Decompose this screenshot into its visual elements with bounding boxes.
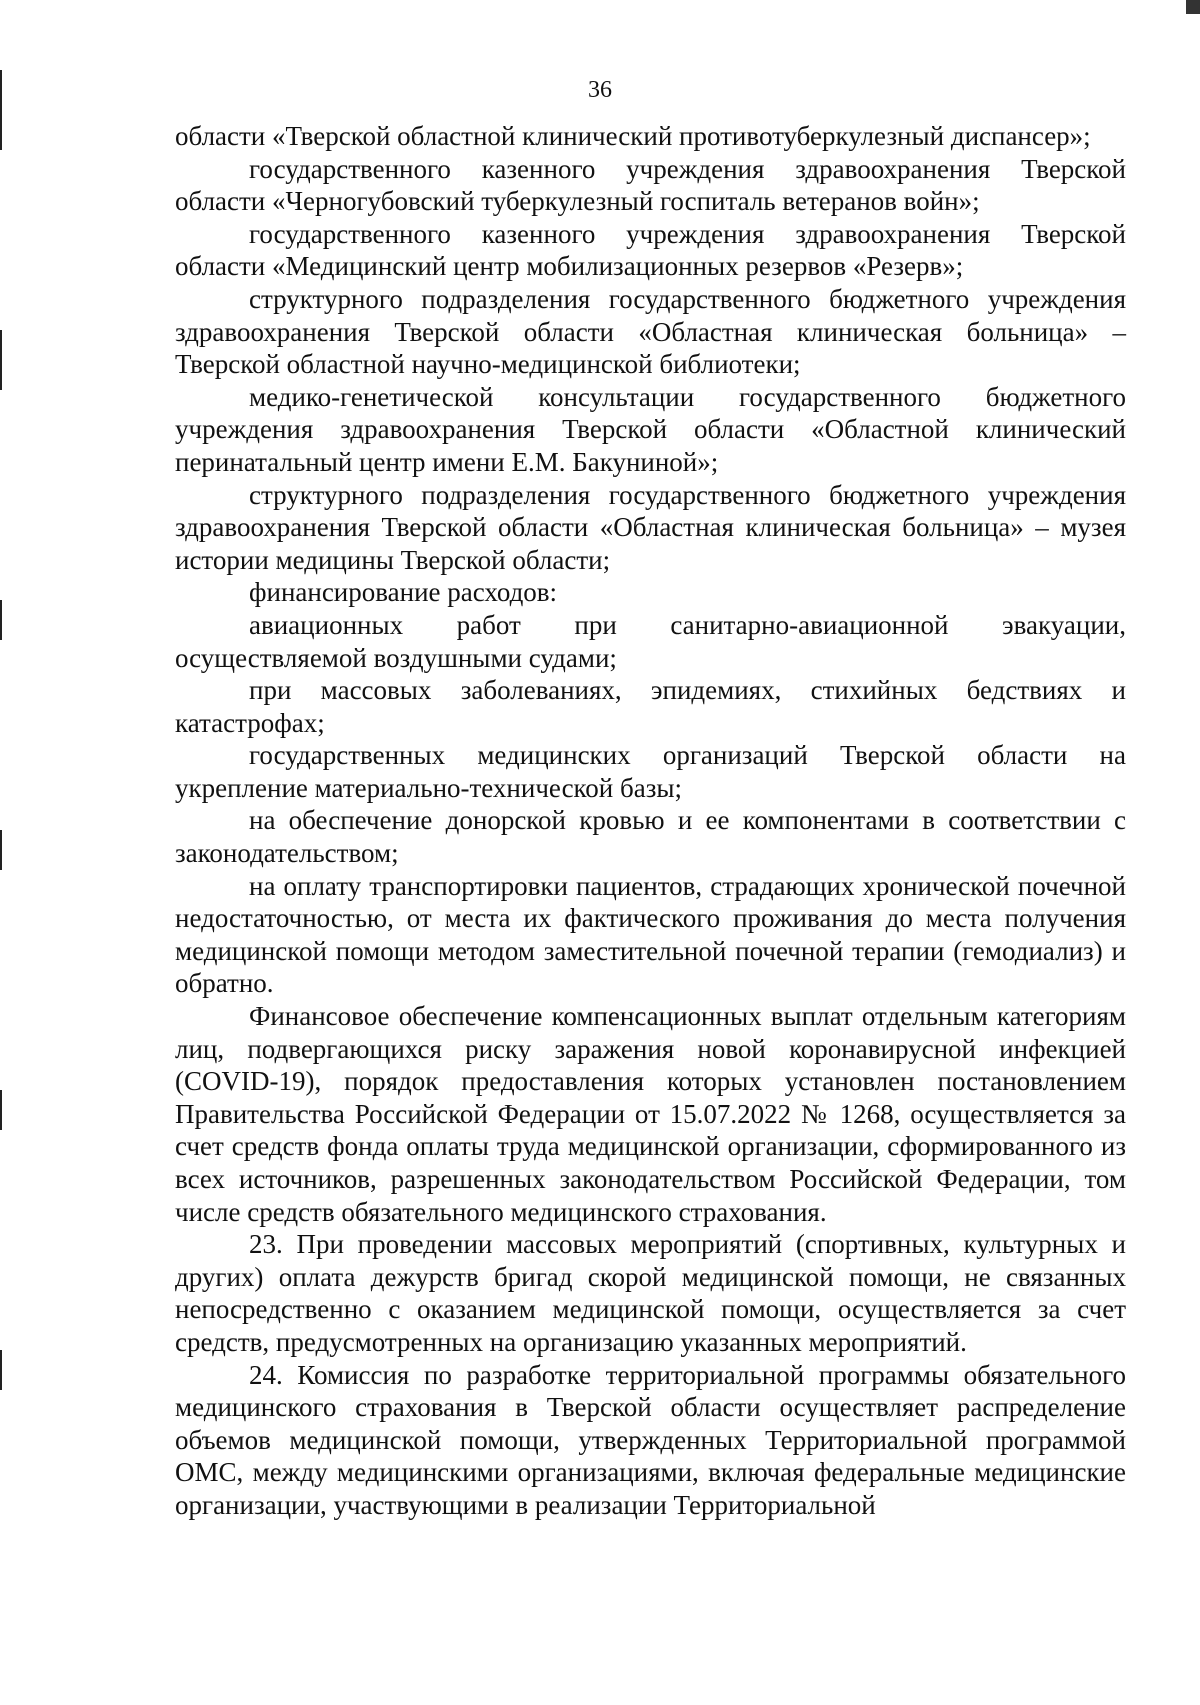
scan-edge-mark bbox=[0, 830, 2, 870]
paragraph: структурного подразделения государственного бюджетного учреждения здравоохранения Тверской области «Областная клиническая больница» – музея истории медицины Тверской области; bbox=[175, 479, 1126, 575]
scan-edge-mark bbox=[0, 1350, 2, 1390]
paragraph: государственного казенного учреждения здравоохранения Тверской области «Черногубовский туберкулезный госпиталь ветеранов войн»; bbox=[175, 153, 1126, 217]
scan-edge-mark bbox=[0, 1090, 2, 1130]
paragraph: 23. При проведении массовых мероприятий (спортивных, культурных и других) оплата дежурств бригад скорой медицинской помощи, не связанных непосредственно с оказанием медицинской помощи, осуществляется за счет средств, предусмотренных на организацию указанных мероприятий. bbox=[175, 1229, 1126, 1357]
paragraph: Финансовое обеспечение компенсационных выплат отдельным категориям лиц, подвергающихся риску заражения новой коронавирусной инфекцией (COVID-19), порядок предоставления которых установлен постановлением Правительства Российской Федерации от 15.07.2022 № 1268, осуществляется за счет средств фонда оплаты труда медицинской организации, сформированного из всех источников, разрешенных законодательством Российской Федерации, том числе средств обязательного медицинского страхования. bbox=[175, 1001, 1126, 1227]
paragraph: государственного казенного учреждения здравоохранения Тверской области «Медицинский центр мобилизационных резервов «Резерв»; bbox=[175, 218, 1126, 282]
paragraph: финансирование расходов: bbox=[249, 577, 558, 608]
paragraph: структурного подразделения государственного бюджетного учреждения здравоохранения Тверской области «Областная клиническая больница» – Тверской областной научно-медицинской библиотеки; bbox=[175, 283, 1126, 380]
page-number: 36 bbox=[588, 77, 612, 103]
paragraph: медико-генетической консультации государственного бюджетного учреждения здравоохранения Тверской области «Областной клинический перинатальный центр имени Е.М. Бакуниной»; bbox=[175, 381, 1126, 477]
paragraph: при массовых заболеваниях, эпидемиях, стихийных бедствиях и катастрофах; bbox=[175, 675, 1126, 738]
body-text bbox=[175, 120, 1126, 1522]
paragraph: на оплату транспортировки пациентов, страдающих хронической почечной недостаточностью, от места их фактического проживания до места получения медицинской помощи методом заместительной почечной терапии (гемодиализ) и обратно. bbox=[175, 870, 1126, 999]
paragraph: на обеспечение донорской кровью и ее компонентами в соответствии с законодательством; bbox=[175, 805, 1126, 869]
scan-edge-mark bbox=[0, 600, 2, 640]
paragraph: 24. Комиссия по разработке территориальной программы обязательного медицинского страхования в Тверской области осуществляет распределение объемов медицинской помощи, утвержденных Территориальной программой ОМС, между медицинскими организациями, включая федеральные медицинские организации, участвующими в реализации Территориальной bbox=[175, 1359, 1126, 1520]
paragraph: области «Тверской областной клинический противотуберкулезный диспансер»; bbox=[175, 121, 1091, 151]
scan-edge-mark bbox=[0, 330, 2, 390]
paragraph: государственных медицинских организаций Тверской области на укрепление материально-технической базы; bbox=[175, 740, 1126, 803]
paragraph: авиационных работ при санитарно-авиационной эвакуации, осуществляемой воздушными судами; bbox=[175, 609, 1126, 673]
scan-corner-mark bbox=[1186, 0, 1200, 14]
